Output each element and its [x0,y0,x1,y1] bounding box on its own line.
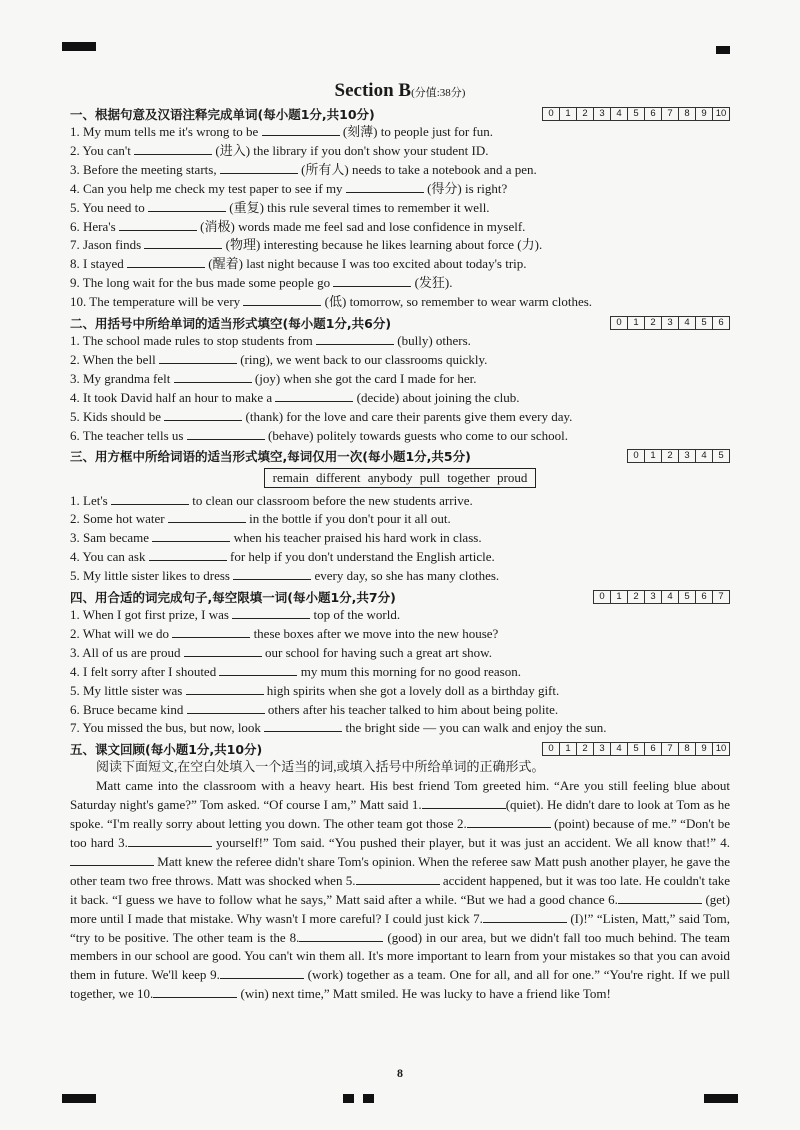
score-cell[interactable]: 5 [628,107,645,120]
score-cell[interactable]: 8 [679,107,696,120]
score-cell[interactable]: 1 [628,316,645,329]
question-text-after: (所有人) needs to take a notebook and a pen. [297,161,537,177]
score-cell[interactable]: 1 [560,742,577,755]
score-cell[interactable]: 10 [713,107,730,120]
word-box-row [70,468,730,488]
section-header [70,104,730,123]
question-text-before: 2. You can't [70,142,135,158]
question-text-after: our school for having such a great art show. [261,644,492,660]
question-item [70,427,730,446]
passage-blank[interactable] [356,872,440,885]
score-cell[interactable]: 4 [611,742,628,755]
question-item [70,529,730,548]
question-text-after: (joy) when she got the card I made for her. [251,370,477,386]
registration-mark-top-right [716,46,730,54]
score-cell[interactable]: 7 [713,590,730,603]
question-item [70,510,730,529]
question-item [70,293,730,312]
question-item [70,682,730,701]
question-item [70,370,730,389]
score-table [610,316,730,330]
score-cell[interactable]: 2 [628,590,645,603]
score-cell[interactable]: 2 [577,742,594,755]
question-item [70,123,730,142]
question-text-after: (decide) about joining the club. [353,389,520,405]
exercise-section [70,313,730,445]
score-table [542,107,730,121]
answer-blank[interactable] [119,218,197,231]
answer-blank[interactable] [172,625,250,638]
question-text-after: in the bottle if you don't pour it all out. [245,511,451,527]
answer-blank[interactable] [187,701,265,714]
question-text-after: (得分) is right? [423,180,508,196]
score-cell[interactable]: 1 [611,590,628,603]
question-text-before: 3. My grandma felt [70,370,174,386]
section-heading: 五、课文回顾(每小题1分,共10分) [70,741,263,757]
section-heading: 一、根据句意及汉语注释完成单词(每小题1分,共10分) [70,106,375,122]
score-cell[interactable]: 2 [662,450,679,463]
passage-blank[interactable] [467,815,551,828]
score-cell[interactable]: 9 [696,107,713,120]
question-text-before: 5. My little sister was [70,682,186,698]
passage-blank[interactable] [483,910,567,923]
question-item [70,644,730,663]
section-title-note: (分值:38分) [411,87,466,99]
passage-text: (win) next time,” Matt smiled. He was lucky to have a friend like Tom! [237,986,611,1002]
registration-mark-bottom-center-1 [343,1094,354,1103]
question-text-after: high spirits when she got a lovely doll as a birthday gift. [263,682,560,698]
question-item [70,332,730,351]
score-cell[interactable]: 6 [645,742,662,755]
section-heading: 四、用合适的词完成句子,每空限填一词(每小题1分,共7分) [70,589,396,605]
question-text-after: (进入) the library if you don't show your student ID. [212,142,489,158]
question-item [70,701,730,720]
question-text-after: (醒着) last night because I was too excited about today's trip. [205,256,527,272]
question-item [70,199,730,218]
passage-text: accident happened, but it was too late. He couldn't take it back. “I guess we have to follow what he says,” Matt said after a while. “But we had a good chance 6. [70,872,730,907]
question-text-after: (发狂). [411,275,453,291]
question-item [70,548,730,567]
score-table [542,742,730,756]
question-text-before: 1. Let's [70,492,111,508]
score-cell[interactable]: 3 [594,742,611,755]
page-number: 8 [397,1066,403,1080]
section-header [70,587,730,606]
question-text-before: 7. Jason finds [70,237,145,253]
question-item [70,180,730,199]
question-text-before: 3. All of us are proud [70,644,184,660]
section-title [70,80,730,102]
score-cell[interactable]: 10 [713,742,730,755]
question-text-before: 9. The long wait for the bus made some people go [70,275,334,291]
exercise-section [70,104,730,312]
question-text-after: (消极) words made me feel sad and lose confidence in myself. [196,218,526,234]
question-text-after: (thank) for the love and care their parents give them every day. [242,408,573,424]
passage-text: (get) more until I made that mistake. Why wasn't I more careful? I could just kick 7. [70,891,730,926]
question-text-after: every day, so she has many clothes. [311,568,500,584]
question-text-before: 2. What will we do [70,625,173,641]
passage-text: yourself!” Tom said. “You pushed their player, but it was just an accident. We all know that!” 4. [211,835,730,850]
passage-blank[interactable] [70,853,154,866]
question-text-before: 5. Kids should be [70,408,165,424]
score-cell[interactable]: 8 [679,742,696,755]
question-item [70,389,730,408]
question-text-after: (低) tomorrow, so remember to wear warm clothes. [321,294,593,310]
question-item [70,218,730,237]
answer-blank[interactable] [152,529,230,542]
question-text-before: 8. I stayed [70,256,128,272]
word-box: remain different anybody pull together proud [264,468,537,488]
question-item [70,408,730,427]
question-text-before: 6. Hera's [70,218,119,234]
question-text-before: 2. When the bell [70,351,159,367]
answer-blank[interactable] [144,236,222,249]
question-text-before: 10. The temperature will be very [70,294,244,310]
exercise-sections [70,104,730,738]
score-cell[interactable]: 0 [594,590,611,603]
answer-blank[interactable] [346,180,424,193]
question-text-before: 4. It took David half an hour to make a [70,389,276,405]
question-text-before: 5. My little sister likes to dress [70,568,234,584]
score-cell[interactable]: 3 [594,107,611,120]
question-text-before: 3. Sam became [70,530,153,546]
question-item [70,606,730,625]
score-table [627,449,730,463]
section-heading: 三、用方框中所给词语的适当形式填空,每词仅用一次(每小题1分,共5分) [70,449,471,464]
question-text-after: others after his teacher talked to him about being polite. [264,701,559,717]
answer-blank[interactable] [174,370,252,383]
section-title-text: Section B [334,80,412,101]
section-header [70,739,730,758]
score-cell[interactable]: 4 [662,590,679,603]
question-text-after: (刻薄) to people just for fun. [339,124,494,139]
score-cell[interactable]: 0 [628,450,645,463]
question-text-before: 1. The school made rules to stop students from [70,333,317,349]
registration-mark-top-left [62,42,96,51]
registration-mark-bottom-left [62,1094,96,1103]
question-item [70,255,730,274]
question-text-after: for help if you don't understand the English article. [226,549,495,565]
score-cell[interactable]: 6 [696,590,713,603]
question-text-before: 3. Before the meeting starts, [70,161,220,177]
answer-blank[interactable] [164,408,242,421]
score-cell[interactable]: 5 [696,316,713,329]
score-cell[interactable]: 7 [662,107,679,120]
score-cell[interactable]: 0 [611,316,628,329]
passage-blank[interactable] [220,966,304,979]
answer-blank[interactable] [168,510,246,523]
score-cell[interactable]: 1 [645,450,662,463]
section-header [70,313,730,332]
passage-text: Matt came into the classroom with a heavy heart. His best friend Tom greeted him. “Are you still feeling blue about Saturday night's game?” Tom asked. “Of course I am,” Matt said 1. [70,778,730,813]
question-text-after: (重复) this rule several times to remember it well. [226,199,490,215]
question-text-before: 2. Some hot water [70,511,168,527]
question-text-before: 6. Bruce became kind [70,701,187,717]
passage-blank[interactable] [299,929,383,942]
exercise-section [70,587,730,738]
answer-blank[interactable] [159,351,237,364]
question-item [70,274,730,293]
question-text-after: (bully) others. [394,333,471,349]
score-cell[interactable]: 3 [662,316,679,329]
question-text-before: 1. When I got first prize, I was [70,607,233,623]
answer-blank[interactable] [127,255,205,268]
passage-blank[interactable] [128,834,212,847]
passage-text: Matt knew the referee didn't share Tom's opinion. When the referee saw Matt push another player, he gave the other team two free throws. Matt was shocked when 5. [70,853,730,888]
score-cell[interactable]: 9 [696,742,713,755]
registration-mark-bottom-right [704,1094,738,1103]
score-cell[interactable]: 2 [577,107,594,120]
score-cell[interactable]: 6 [645,107,662,120]
answer-blank[interactable] [243,293,321,306]
question-item [70,142,730,161]
passage-blank[interactable] [153,985,237,998]
question-item [70,663,730,682]
score-cell[interactable]: 6 [713,316,730,329]
answer-blank[interactable] [184,644,262,657]
passage-blank[interactable] [618,891,702,904]
question-item [70,236,730,255]
score-cell[interactable]: 5 [679,590,696,603]
question-text-after: to clean our classroom before the new students arrive. [188,492,473,508]
question-text-before: 4. Can you help me check my test paper to see if my [70,180,346,196]
score-cell[interactable]: 4 [696,450,713,463]
answer-blank[interactable] [134,142,212,155]
exercise-section-5 [70,739,730,1004]
answer-blank[interactable] [220,161,298,174]
exercise-section [70,447,730,587]
passage-blank[interactable] [422,796,506,809]
question-text-before: 7. You missed the bus, but now, look [70,720,265,736]
section-header [70,447,730,466]
passage-text: (quiet). He didn't dare to look at Tom as he spoke. “I'm really sorry about letting you down. The other team got those 2. [70,797,730,832]
question-text-after: when his teacher praised his hard work in class. [230,530,482,546]
passage-paragraph [70,777,730,1004]
question-text-before: 1. My mum tells me it's wrong to be [70,124,262,139]
answer-blank[interactable] [149,548,227,561]
question-text-after: (behave) politely towards guests who come to our school. [264,427,568,443]
answer-blank[interactable] [148,199,226,212]
question-text-before: 6. The teacher tells us [70,427,187,443]
answer-blank[interactable] [186,682,264,695]
answer-blank[interactable] [187,427,265,440]
passage-text: (work) together as a team. One for all, and all for one.” “You're right. If we pull together, we 10. [70,967,731,1002]
score-cell[interactable]: 7 [662,742,679,755]
question-text-after: the bright side — you can walk and enjoy the sun. [342,720,607,736]
question-item [70,161,730,180]
registration-mark-bottom-center-2 [363,1094,374,1103]
question-text-after: my mum this morning for no good reason. [297,663,521,679]
question-text-after: these boxes after we move into the new house? [250,625,499,641]
question-item [70,351,730,370]
score-cell[interactable]: 5 [713,450,730,463]
score-cell[interactable]: 2 [645,316,662,329]
answer-blank[interactable] [233,567,311,580]
question-text-before: 4. I felt sorry after I shouted [70,663,220,679]
answer-blank[interactable] [275,389,353,402]
answer-blank[interactable] [262,123,340,136]
passage-text: (good) in our area, but we didn't fall too much behind. The team members in our school are good. You can't win them all. It's more important to learn from your mistakes so that you can avoid them in future. We'll keep 9. [70,929,731,983]
score-cell[interactable]: 0 [543,107,560,120]
answer-blank[interactable] [232,606,310,619]
passage-text: (point) because of me.” “Don't be too hard 3. [70,816,730,850]
score-cell[interactable]: 4 [679,316,696,329]
score-cell[interactable]: 4 [611,107,628,120]
answer-blank[interactable] [316,332,394,345]
question-item [70,567,730,586]
question-text-before: 5. You need to [70,199,149,215]
question-text-after: top of the world. [310,607,401,623]
score-cell[interactable]: 1 [560,107,577,120]
answer-blank[interactable] [333,274,411,287]
passage-text: (I)!” “Listen, Matt,” said Tom, “try to be positive. The other team is the 8. [70,910,730,945]
question-item [70,625,730,644]
question-text-after: (ring), we went back to our classrooms quickly. [236,351,488,367]
question-item [70,492,730,511]
worksheet-page [70,80,730,1004]
answer-blank[interactable] [219,663,297,676]
score-cell[interactable]: 3 [645,590,662,603]
section-heading: 二、用括号中所给单词的适当形式填空(每小题1分,共6分) [70,315,392,331]
question-item [70,719,730,738]
question-text-after: (物理) interesting because he likes learning about force (力). [222,237,543,253]
score-cell[interactable]: 0 [543,742,560,755]
score-table [593,590,730,604]
score-cell[interactable]: 3 [679,450,696,463]
section-instruction: 阅读下面短文,在空白处填入一个适当的词,或填入括号中所给单词的正确形式。 [96,759,545,775]
question-text-before: 4. You can ask [70,549,149,565]
answer-blank[interactable] [111,492,189,505]
answer-blank[interactable] [264,719,342,732]
score-cell[interactable]: 5 [628,742,645,755]
